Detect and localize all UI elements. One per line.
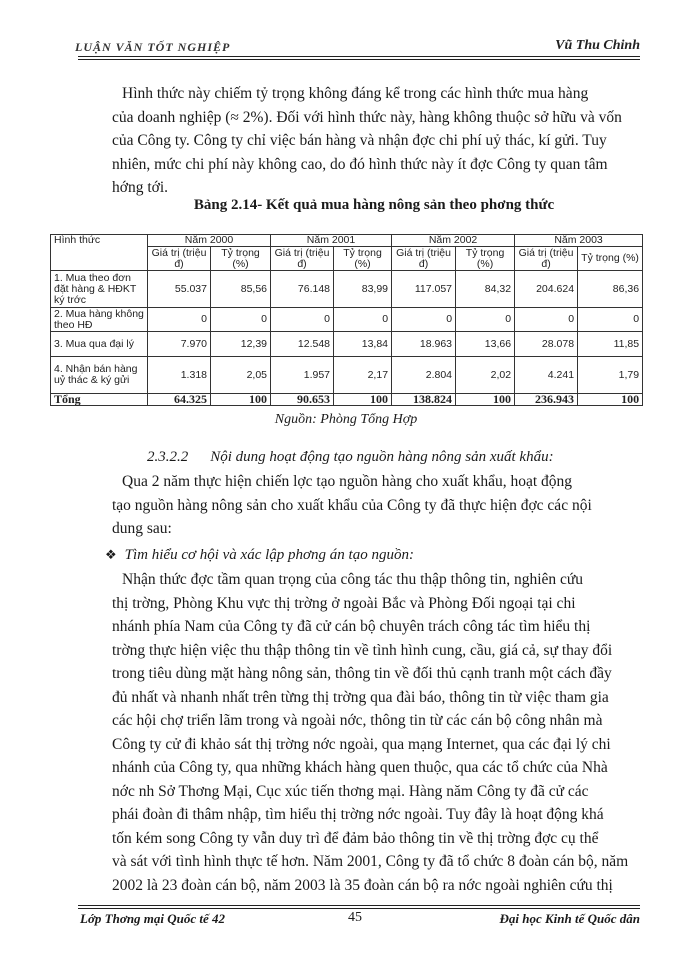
paragraph-3 bbox=[112, 568, 636, 897]
para3-line: Công ty cử đi khảo sát thị trờng nớc ngoài, qua mạng Internet, qua các đại lý chi bbox=[112, 735, 611, 753]
bullet-heading bbox=[105, 547, 414, 564]
section-heading bbox=[147, 449, 554, 466]
header-value: Giá trị (triệu đ) bbox=[515, 247, 578, 271]
row-label: 1. Mua theo đơn đặt hàng & HĐKT ký trớc bbox=[51, 271, 148, 308]
para3-line: phái đoàn đi thâm nhập, tìm hiểu thị trờng nớc ngoài. Tuy đây là hoạt động khá bbox=[112, 806, 604, 823]
cell: 0 bbox=[271, 308, 334, 332]
cell: 1.957 bbox=[271, 357, 334, 394]
cell: 84,32 bbox=[456, 271, 515, 308]
para3-line: 2002 là 23 đoàn cán bộ, năm 2003 là 35 đoàn cán bộ ra nớc ngoài nghiên cứu thị bbox=[112, 876, 613, 894]
cell: 0 bbox=[456, 308, 515, 332]
total-cell: 138.824 bbox=[392, 394, 456, 406]
cell: 2.804 bbox=[392, 357, 456, 394]
para2-line: Qua 2 năm thực hiện chiến lợc tạo nguồn hàng cho xuất khẩu, hoạt động bbox=[122, 473, 573, 490]
table-row bbox=[51, 271, 643, 308]
total-cell: 100 bbox=[456, 394, 515, 406]
table-title: Bảng 2.14- Kết quả mua hàng nông sản theo phơng thức bbox=[193, 197, 555, 213]
intro-paragraph bbox=[112, 82, 636, 200]
cell: 12,39 bbox=[211, 332, 271, 357]
footer-rule-thin bbox=[78, 905, 640, 906]
table-row bbox=[51, 308, 643, 332]
para3-line: đủ nhất và nhanh nhất trên từng thị trờng qua đài báo, thông tin từ việc tham gia bbox=[112, 688, 609, 706]
para3-line: nớc nh Sở Thơng Mại, Cục xúc tiến thơng mại. Hàng năm Công ty đã cử các bbox=[112, 782, 589, 800]
cell: 85,56 bbox=[211, 271, 271, 308]
cell: 83,99 bbox=[334, 271, 392, 308]
para3-line: thị trờng, Phòng Khu vực thị trờng ở ngoài Bắc và Phòng Đối ngoại tại chi bbox=[112, 594, 576, 612]
para3-line: các hội chợ triển lãm trong và ngoài nớc, thông tin từ các cán bộ công nhân mà bbox=[112, 712, 603, 729]
cell: 0 bbox=[148, 308, 211, 332]
header-share: Tỷ trọng (%) bbox=[456, 247, 515, 271]
total-label: Tổng bbox=[51, 394, 148, 406]
para3-line: Nhận thức đợc tầm quan trọng của công tác thu thập thông tin, nghiên cứu bbox=[122, 571, 584, 588]
total-cell: 100 bbox=[334, 394, 392, 406]
cell: 0 bbox=[334, 308, 392, 332]
diamond-bullet-icon: ❖ bbox=[105, 547, 117, 562]
total-cell: 100 bbox=[211, 394, 271, 406]
cell: 2,05 bbox=[211, 357, 271, 394]
header-rule bbox=[78, 56, 640, 57]
header-right-author: Vũ Thu Chinh bbox=[555, 38, 640, 53]
section-title: Nội dung hoạt động tạo nguồn hàng nông sản xuất khẩu: bbox=[210, 449, 554, 465]
cell: 86,36 bbox=[578, 271, 643, 308]
header-value: Giá trị (triệu đ) bbox=[392, 247, 456, 271]
table-row bbox=[51, 332, 643, 357]
para3-line: trong tiêu dùng mặt hàng nông sản, thông tin về đối thủ cạnh tranh một cách đầy bbox=[112, 665, 612, 682]
row-label: 3. Mua qua đại lý bbox=[51, 332, 148, 357]
header-rule-thin bbox=[78, 59, 640, 60]
cell: 2,02 bbox=[456, 357, 515, 394]
purchase-results-table bbox=[50, 234, 643, 406]
cell: 0 bbox=[211, 308, 271, 332]
cell: 204.624 bbox=[515, 271, 578, 308]
table-row bbox=[51, 357, 643, 394]
header-share: Tỷ trọng (%) bbox=[578, 247, 643, 271]
bullet-text: Tìm hiểu cơ hội và xác lập phơng án tạo nguồn: bbox=[124, 547, 414, 563]
para2-line: dung sau: bbox=[112, 520, 172, 537]
para3-line: và sát với tình hình thực tế hơn. Năm 2001, Công ty đã tổ chức 8 đoàn cán bộ, năm bbox=[112, 853, 629, 870]
total-cell: 64.325 bbox=[148, 394, 211, 406]
para2-line: tạo nguồn hàng nông sản cho xuất khẩu của Công ty đã thực hiện đợc các nội bbox=[112, 496, 592, 514]
para3-line: nhánh của Công ty, qua những khách hàng quen thuộc, qua các tổ chức của Nhà bbox=[112, 759, 608, 776]
cell: 1.318 bbox=[148, 357, 211, 394]
para3-line: trờng thực hiện việc thu thập thông tin về tình hình cung, cầu, giá cả, sự thay đổi bbox=[112, 641, 613, 659]
cell: 76.148 bbox=[271, 271, 334, 308]
row-label: 2. Mua hàng không theo HĐ bbox=[51, 308, 148, 332]
cell: 13,84 bbox=[334, 332, 392, 357]
paragraph-2 bbox=[112, 470, 636, 541]
intro-line: nhiên, mức chi phí này không cao, do đó hình thức này ít đợc Công ty quan tâm bbox=[112, 155, 608, 173]
intro-line: của doanh nghiệp (≈ 2%). Đối với hình thức này, hàng không thuộc sở hữu và vốn bbox=[112, 108, 622, 126]
table-total-row bbox=[51, 394, 643, 406]
row-label: 4. Nhận bán hàng uỷ thác & ký gửi bbox=[51, 357, 148, 394]
footer-right: Đại học Kinh tế Quốc dân bbox=[499, 911, 640, 926]
header-value: Giá trị (triệu đ) bbox=[271, 247, 334, 271]
total-cell: 100 bbox=[578, 394, 643, 406]
total-cell: 236.943 bbox=[515, 394, 578, 406]
cell: 4.241 bbox=[515, 357, 578, 394]
header-share: Tỷ trọng (%) bbox=[211, 247, 271, 271]
table-source: Nguồn: Phòng Tổng Hợp bbox=[274, 412, 418, 427]
total-cell: 90.653 bbox=[271, 394, 334, 406]
cell: 117.057 bbox=[392, 271, 456, 308]
header-year: Năm 2002 bbox=[392, 235, 515, 247]
intro-line: Hình thức này chiếm tỷ trọng không đáng kể trong các hình thức mua hàng bbox=[122, 85, 589, 102]
para3-line: tốn kém song Công ty vẫn duy trì để đảm bảo thông tin về thị trờng đợc cụ thể bbox=[112, 829, 599, 847]
cell: 12.548 bbox=[271, 332, 334, 357]
header-year: Năm 2000 bbox=[148, 235, 271, 247]
page-number: 45 bbox=[348, 910, 362, 925]
cell: 7.970 bbox=[148, 332, 211, 357]
footer-left: Lớp Thơng mại Quốc tế 42 bbox=[80, 911, 226, 926]
header-year: Năm 2003 bbox=[515, 235, 643, 247]
para3-line: nhánh phía Nam của Công ty đã cử cán bộ chuyên trách công tác tìm hiểu thị bbox=[112, 618, 591, 635]
header-value: Giá trị (triệu đ) bbox=[148, 247, 211, 271]
cell: 13,66 bbox=[456, 332, 515, 357]
intro-line: của Công ty. Công ty chỉ việc bán hàng và nhận đợc chi phí uỷ thác, kí gửi. Tuy bbox=[112, 132, 607, 149]
cell: 28.078 bbox=[515, 332, 578, 357]
header-form: Hình thức bbox=[51, 235, 148, 271]
header-share: Tỷ trọng (%) bbox=[334, 247, 392, 271]
header-left: LUẬN VĂN TỐT NGHIỆP bbox=[75, 40, 231, 54]
cell: 18.963 bbox=[392, 332, 456, 357]
header-year: Năm 2001 bbox=[271, 235, 392, 247]
cell: 55.037 bbox=[148, 271, 211, 308]
cell: 0 bbox=[392, 308, 456, 332]
intro-line: hớng tới. bbox=[112, 179, 169, 196]
cell: 2,17 bbox=[334, 357, 392, 394]
cell: 11,85 bbox=[578, 332, 643, 357]
footer-rule bbox=[78, 908, 640, 909]
cell: 0 bbox=[578, 308, 643, 332]
cell: 1,79 bbox=[578, 357, 643, 394]
section-number: 2.3.2.2 bbox=[147, 449, 189, 465]
cell: 0 bbox=[515, 308, 578, 332]
